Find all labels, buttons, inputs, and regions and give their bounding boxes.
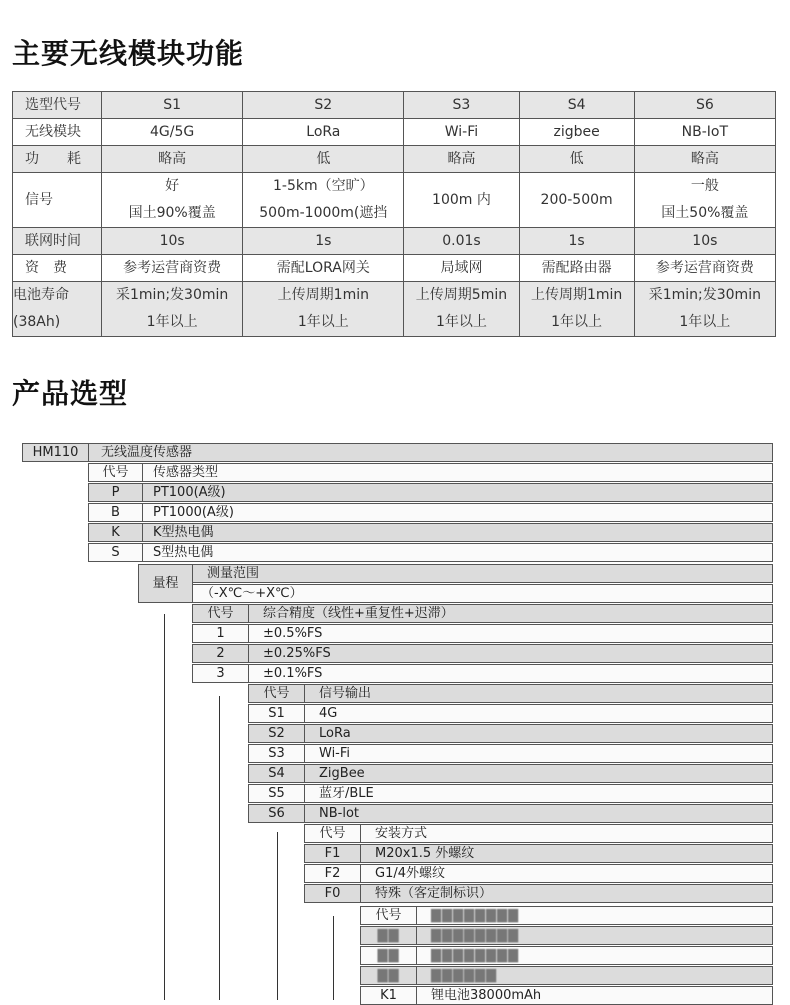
- row-label: 联网时间: [13, 228, 102, 255]
- row-label: 信号: [13, 173, 102, 228]
- cell: LoRa: [243, 119, 404, 146]
- cell: 参考运营商资费: [102, 255, 243, 282]
- mounting-code: F2: [304, 864, 361, 883]
- cell: S4: [519, 92, 634, 119]
- cell: 10s: [102, 228, 243, 255]
- sensor-code: S: [88, 543, 143, 562]
- illegible-text: ▇▇: [377, 928, 400, 943]
- output-code: S1: [248, 704, 305, 723]
- sensor-label: PT1000(A级): [142, 503, 773, 522]
- cell: 4G/5G: [102, 119, 243, 146]
- mounting-header-code: 代号: [304, 824, 361, 843]
- connector-line: [277, 832, 278, 1000]
- accuracy-label: ±0.1%FS: [248, 664, 773, 683]
- range-code: 量程: [138, 564, 193, 603]
- cell: 100m 内: [404, 173, 519, 228]
- accessory-label-illegible: [416, 946, 773, 965]
- cell-line: 采1min;发30min: [116, 287, 229, 303]
- cell-line: 电池寿命: [13, 287, 69, 303]
- accessory-code-illegible: [360, 966, 417, 985]
- cell: 1s: [243, 228, 404, 255]
- sensor-code: K: [88, 523, 143, 542]
- output-label: LoRa: [304, 724, 773, 743]
- accessory-header-code: 代号: [360, 906, 417, 925]
- cell: 1s: [519, 228, 634, 255]
- output-label: ZigBee: [304, 764, 773, 783]
- sensor-header-code: 代号: [88, 463, 143, 482]
- cell: 需配路由器: [519, 255, 634, 282]
- row-label: 资 费: [13, 255, 102, 282]
- cell: 略高: [634, 146, 775, 173]
- range-label: 测量范围: [192, 564, 773, 583]
- output-header-code: 代号: [248, 684, 305, 703]
- connector-line: [333, 916, 334, 1000]
- connector-line: [164, 614, 165, 1000]
- cell-line: 1年以上: [297, 314, 349, 330]
- cell: 略高: [404, 146, 519, 173]
- cell: 低: [243, 146, 404, 173]
- cell: 略高: [102, 146, 243, 173]
- accuracy-label: ±0.5%FS: [248, 624, 773, 643]
- sensor-label: S型热电偶: [142, 543, 773, 562]
- range-value: （-X℃～+X℃）: [192, 584, 773, 603]
- accuracy-header-code: 代号: [192, 604, 249, 623]
- accuracy-code: 3: [192, 664, 249, 683]
- row-label: 功 耗: [13, 146, 102, 173]
- output-code: S3: [248, 744, 305, 763]
- cell-line: 国土50%覆盖: [661, 205, 749, 221]
- cell-line: 国土90%覆盖: [128, 205, 216, 221]
- cell: 0.01s: [404, 228, 519, 255]
- model-description: 无线温度传感器: [88, 443, 773, 462]
- mounting-code: F1: [304, 844, 361, 863]
- connector-line: [219, 696, 220, 1000]
- sensor-label: PT100(A级): [142, 483, 773, 502]
- sensor-code: B: [88, 503, 143, 522]
- cell: S1: [102, 92, 243, 119]
- output-code: S2: [248, 724, 305, 743]
- cell-line: (38Ah): [13, 314, 61, 330]
- accessory-label-illegible: [416, 966, 773, 985]
- row-label: 无线模块: [13, 119, 102, 146]
- output-label: NB-lot: [304, 804, 773, 823]
- sensor-header-label: 传感器类型: [142, 463, 773, 482]
- accessory-label: 锂电池38000mAh: [416, 986, 773, 1005]
- accuracy-code: 2: [192, 644, 249, 663]
- cell-line: 500m-1000m(遮挡: [259, 205, 388, 221]
- mounting-code: F0: [304, 884, 361, 903]
- model-code: HM110: [22, 443, 89, 462]
- output-code: S4: [248, 764, 305, 783]
- output-label: 蓝牙/BLE: [304, 784, 773, 803]
- accuracy-label: ±0.25%FS: [248, 644, 773, 663]
- accessory-code-illegible: [360, 926, 417, 945]
- output-code: S5: [248, 784, 305, 803]
- cell-line: 上传周期1min: [277, 287, 369, 303]
- cell-line: 上传周期1min: [530, 287, 623, 303]
- cell: NB-IoT: [634, 119, 775, 146]
- cell-line: 1年以上: [679, 314, 731, 330]
- accessory-header-label-illegible: [416, 906, 773, 925]
- output-label: 4G: [304, 704, 773, 723]
- mounting-label: 特殊（客定制标识）: [360, 884, 773, 903]
- cell-line: 采1min;发30min: [648, 287, 761, 303]
- cell: S3: [404, 92, 519, 119]
- cell: zigbee: [519, 119, 634, 146]
- output-header-label: 信号输出: [304, 684, 773, 703]
- mounting-label: M20x1.5 外螺纹: [360, 844, 773, 863]
- sensor-code: P: [88, 483, 143, 502]
- illegible-text: ▇▇▇▇▇▇▇▇: [431, 908, 519, 923]
- illegible-text: ▇▇▇▇▇▇▇▇: [431, 928, 519, 943]
- mounting-header-label: 安装方式: [360, 824, 773, 843]
- section-title-modules: 主要无线模块功能: [12, 37, 245, 70]
- cell: Wi-Fi: [404, 119, 519, 146]
- illegible-text: ▇▇: [377, 968, 400, 983]
- cell-line: 1年以上: [551, 314, 603, 330]
- illegible-text: ▇▇▇▇▇▇: [431, 968, 497, 983]
- cell-line: 1年以上: [435, 314, 487, 330]
- accessory-label-illegible: [416, 926, 773, 945]
- illegible-text: ▇▇▇▇▇▇▇▇: [431, 948, 519, 963]
- accessory-code: K1: [360, 986, 417, 1005]
- output-label: Wi-Fi: [304, 744, 773, 763]
- cell: 10s: [634, 228, 775, 255]
- cell: 200-500m: [519, 173, 634, 228]
- accuracy-code: 1: [192, 624, 249, 643]
- cell-line: 上传周期5min: [415, 287, 508, 303]
- accuracy-header-label: 综合精度（线性+重复性+迟滞）: [248, 604, 773, 623]
- cell: 需配LORA网关: [243, 255, 404, 282]
- cell: 参考运营商资费: [634, 255, 775, 282]
- output-code: S6: [248, 804, 305, 823]
- cell-line: 一般: [690, 178, 719, 194]
- mounting-label: G1/4外螺纹: [360, 864, 773, 883]
- cell: S6: [634, 92, 775, 119]
- cell-line: 1年以上: [146, 314, 198, 330]
- cell-line: 好: [165, 178, 180, 194]
- sensor-label: K型热电偶: [142, 523, 773, 542]
- cell-line: 1-5km（空旷）: [273, 178, 374, 194]
- accessory-code-illegible: [360, 946, 417, 965]
- row-label: 选型代号: [13, 92, 102, 119]
- illegible-text: ▇▇: [377, 948, 400, 963]
- section-title-selection: 产品选型: [12, 377, 129, 410]
- cell: S2: [243, 92, 404, 119]
- cell: 低: [519, 146, 634, 173]
- cell: 局域网: [404, 255, 519, 282]
